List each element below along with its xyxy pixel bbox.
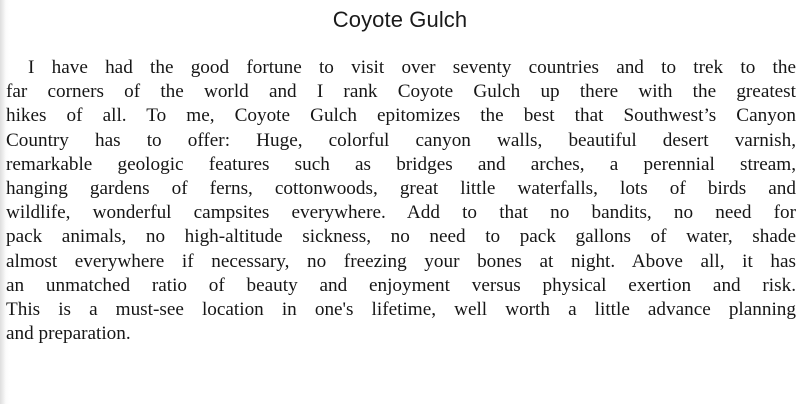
page-title: Coyote Gulch xyxy=(332,7,468,32)
paragraph-line-6: hanging gardens of ferns, cottonwoods, great little waterfalls, lots of birds and xyxy=(6,178,796,200)
paragraph-line-12: and preparation. xyxy=(6,323,131,345)
paragraph-line-9: almost everywhere if necessary, no freezing your bones at night. Above all, it has xyxy=(6,250,796,272)
paragraph-line-5: remarkable geologic features such as bridges and arches, a perennial stream, xyxy=(6,153,796,175)
body-paragraph xyxy=(6,56,796,346)
paragraph-line-8: pack animals, no high-altitude sickness, no need to pack gallons of water, shade xyxy=(6,226,796,248)
paragraph-line-11: This is a must-see location in one's lifetime, well worth a little advance planning xyxy=(6,299,796,321)
paragraph-line-2: far corners of the world and I rank Coyote Gulch up there with the greatest xyxy=(6,81,796,103)
paragraph-line-7: wildlife, wonderful campsites everywhere. Add to that no bandits, no need for xyxy=(6,202,796,224)
paragraph-line-4: Country has to offer: Huge, colorful canyon walls, beautiful desert varnish, xyxy=(6,129,796,151)
paragraph-line-3: hikes of all. To me, Coyote Gulch epitomizes the best that Southwest’s Canyon xyxy=(6,105,796,127)
paragraph-line-10: an unmatched ratio of beauty and enjoyment versus physical exertion and risk. xyxy=(6,274,796,296)
paragraph-line-1: I have had the good fortune to visit over seventy countries and to trek to the xyxy=(28,57,796,78)
